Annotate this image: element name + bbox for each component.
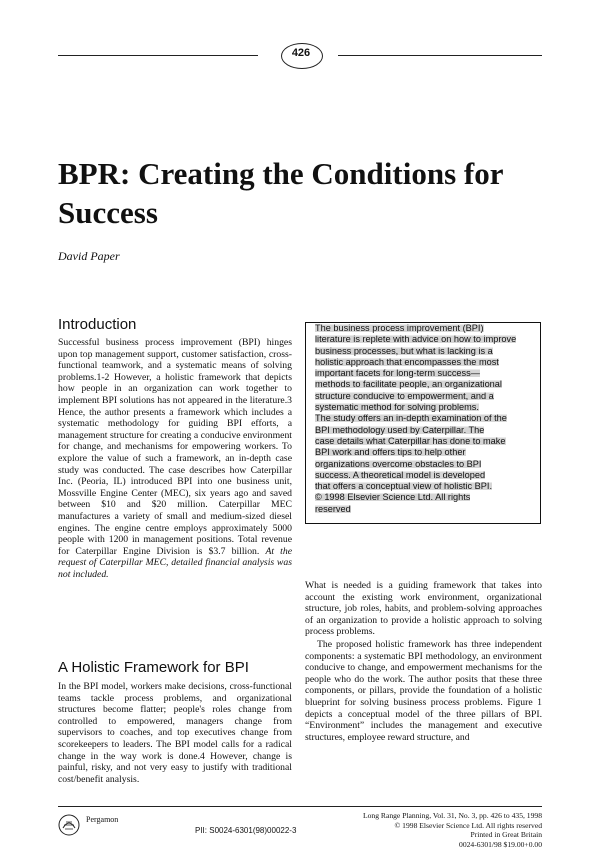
abstract-line: organizations overcome obstacles to BPI [315, 458, 482, 469]
abstract-line: holistic approach that encompasses the most [315, 356, 499, 367]
page-number: 426 [291, 47, 311, 59]
abstract-text [315, 323, 539, 515]
abstract-line: BPI methodology used by Caterpillar. The [315, 424, 485, 435]
journal-info-line: Printed in Great Britain [470, 830, 542, 840]
article-title: BPR: Creating the Conditions for Success [58, 156, 503, 230]
introduction-heading: Introduction [58, 316, 137, 333]
introduction-note: At the request of Caterpillar MEC, detailed financial analysis was not included. [58, 545, 292, 580]
abstract-line: case details what Caterpillar has done to make [315, 435, 506, 446]
header-rule-left [58, 55, 258, 56]
introduction-body: Successful business process improvement (BPI) hinges upon top management support, customer satisfaction, cross-functional teamwork, and a systematic means of solving problems.1-2 However, a holistic framework that depicts how people in an organization can work together to implement BPI solutions has not appeared in the literature.3 Hence, the author presents a framework which includes a systematic methodology for guiding BPI efforts, a management structure for creating a conducive environment for change, and mechanisms for empowering workers. To explore the value of such a framework, an in-depth case study was conducted. The case describes how Caterpillar Inc. (Peoria, IL) introduced BPI into one business unit, Mossville Engine Center (MEC), six years ago and saved between $10 and $20 million. Caterpillar MEC manufactures a variety of small and medium-sized diesel engines. The engine centre employs approximately 5000 people with 1200 in management positions. Total revenue for Caterpillar Engine Division is $3.7 billion. [58, 337, 292, 557]
abstract-line: The study offers an in-depth examination of the [315, 413, 507, 424]
journal-info [360, 811, 542, 849]
publisher-name: Pergamon [86, 815, 119, 824]
journal-info-line: Long Range Planning, Vol. 31, No. 3, pp. 426 to 435, 1998 [362, 811, 542, 820]
abstract-line: © 1998 Elsevier Science Ltd. All rights [315, 492, 471, 503]
abstract-line: reserved [315, 503, 351, 514]
introduction-paragraph [58, 337, 292, 580]
abstract-line: methods to facilitate people, an organizational [315, 379, 502, 390]
journal-info-line: 0024-6301/98 $19.00+0.00 [459, 839, 542, 849]
abstract-line: literature is replete with advice on how to improve [315, 334, 517, 345]
abstract-line: systematic method for solving problems. [315, 402, 479, 413]
abstract-line: BPI work and offers tips to help other [315, 447, 466, 458]
footer-rule [58, 806, 542, 807]
abstract-line: important facets for long-term success— [315, 368, 480, 379]
abstract-line: The business process improvement (BPI) [315, 323, 484, 333]
abstract-line: success. A theoretical model is developed [315, 469, 486, 480]
pergamon-logo-icon [58, 814, 80, 836]
holistic-framework-heading: A Holistic Framework for BPI [58, 659, 249, 676]
pii-code: PII: S0024-6301(98)00022-3 [195, 826, 297, 835]
abstract-line: that offers a conceptual view of holistic BPI. [315, 481, 493, 492]
abstract-line: structure conducive to empowerment, and a [315, 390, 494, 401]
header-rule-right [338, 55, 542, 56]
abstract-line: business processes, but what is lacking is a [315, 345, 493, 356]
journal-info-line: © 1998 Elsevier Science Ltd. All rights reserved [394, 820, 542, 830]
right-column-paragraph-2: The proposed holistic framework has three independent components: a systematic BPI methodology, an environment conducive to change, and empowerment mechanisms for the people who do the work. The author posits that these three components, or pillars, provide the foundation of a holistic blueprint for solving business process problems. Figure 1 depicts a conceptual model of the three pillars of BPI. “Environment” includes the management and executive structures, employee reward structure, and [305, 639, 542, 743]
author-name: David Paper [58, 249, 120, 263]
holistic-framework-paragraph: In the BPI model, workers make decisions, cross-functional teams tackle process problems, and organizational structures become flatter; people's roles change from controlled to empowered, managers change from supervisors to coaches, and top executives change from scorekeepers to leaders. The BPI model calls for a radical change in the way work is done.4 However, change is painful, risky, and not very easy to justify with traditional cost/benefit analysis. [58, 681, 292, 785]
right-column-paragraph-1: What is needed is a guiding framework that takes into account the existing work environment, organizational structure, job roles, habits, and problem-solving approaches of an organization to provide a holistic approach to solving process problems. [305, 580, 542, 638]
